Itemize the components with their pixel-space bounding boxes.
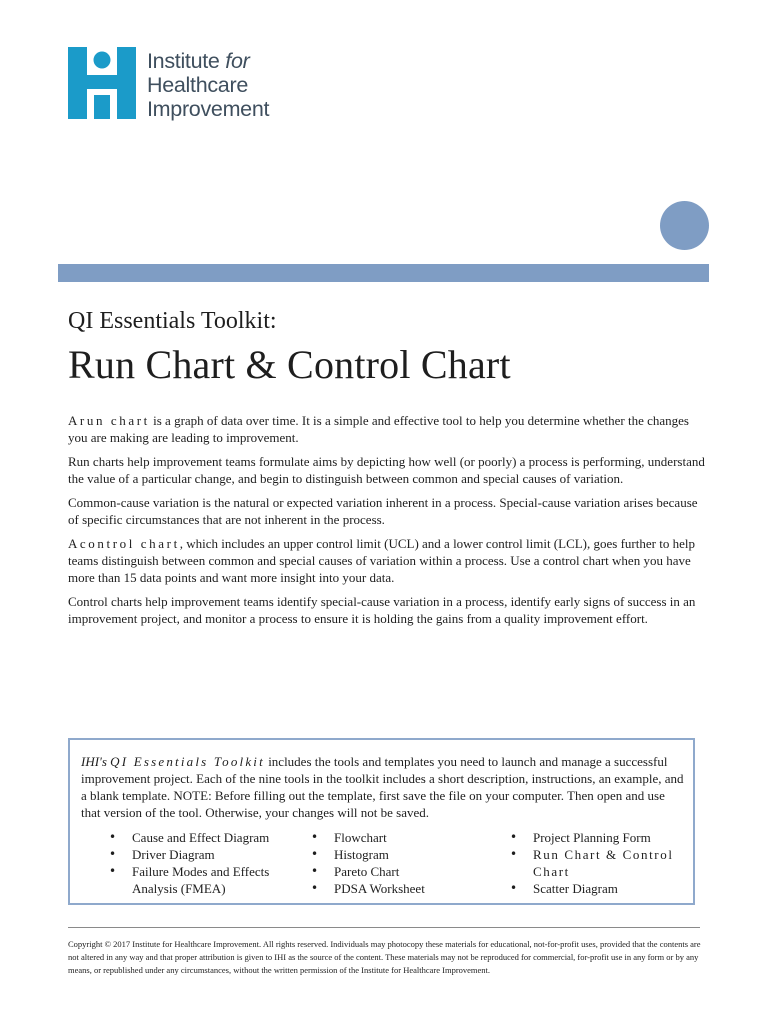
term-control-chart: control chart xyxy=(79,536,180,551)
toolkit-intro-rest: includes the tools and templates you need to launch and manage a successful improvement project. Each of the nine tools in the toolkit includes a short description, instructions, an example, and a blank template. NOTE: Before filling out the template, first save the file on your computer. Then open and use that version of the tool. Otherwise, your changes will not be saved. xyxy=(81,754,684,820)
paragraph-variation: Common-cause variation is the natural or expected variation inherent in a process. Special-cause variation arises because of specific circumstances that are not inherent in the process. xyxy=(68,495,698,527)
tool-list-item: • Flowchart xyxy=(308,829,468,846)
logo-wordmark xyxy=(147,49,269,121)
page-subtitle: QI Essentials Toolkit: xyxy=(68,308,277,334)
toolkit-intro xyxy=(81,753,687,821)
tool-list-item: • Failure Modes and Effects Analysis (FMEA) xyxy=(106,863,286,897)
ihi-logo-mark xyxy=(68,47,136,119)
toolkit-name: QI Essentials Toolkit xyxy=(110,754,265,769)
tool-list-column-3 xyxy=(507,829,677,897)
p1-rest: is a graph of data over time. It is a simple and effective tool to help you determine whether the changes you are making are leading to improvement. xyxy=(68,413,689,445)
tool-list-item: • Driver Diagram xyxy=(106,846,286,863)
logo-line-1-italic: for xyxy=(225,49,250,73)
ihi-logo xyxy=(68,47,298,125)
term-run-chart: run chart xyxy=(79,413,150,428)
tool-list-item-current: • Run Chart & Control Chart xyxy=(507,846,677,880)
decorative-circle xyxy=(660,201,709,250)
page-title: Run Chart & Control Chart xyxy=(68,342,511,387)
p4-lead: A xyxy=(68,536,80,551)
tool-list-item: • Project Planning Form xyxy=(507,829,677,846)
p4-rest: , which includes an upper control limit (UCL) and a lower control limit (LCL), goes further to help teams distinguish between common and special causes of variation within a process. Use a control chart when you have more than 15 data points and want more insight into your data. xyxy=(68,536,695,585)
paragraph-control-chart-uses: Control charts help improvement teams identify special-cause variation in a process, identify early signs of success in an improvement project, and monitor a process to ensure it is holding the gains from a quality improvement effort. xyxy=(68,594,696,626)
paragraph-control-chart xyxy=(68,535,708,586)
body-text xyxy=(68,412,708,634)
tool-list-item: • PDSA Worksheet xyxy=(308,880,468,897)
footer-divider xyxy=(68,927,700,928)
tool-list-column-1 xyxy=(106,829,286,897)
p1-lead: A xyxy=(68,413,80,428)
logo-line-3: Improvement xyxy=(147,97,270,121)
logo-line-1: Institute xyxy=(147,49,220,73)
header-band xyxy=(58,264,709,282)
toolkit-box xyxy=(68,738,695,905)
paragraph-run-chart xyxy=(68,412,708,446)
tool-list-item: • Pareto Chart xyxy=(308,863,468,880)
tool-list-item: • Histogram xyxy=(308,846,468,863)
toolkit-intro-prefix: IHI's xyxy=(81,754,111,769)
copyright-notice: Copyright © 2017 Institute for Healthcare Improvement. All rights reserved. Individuals may photocopy these materials for educational, not-for-profit uses, provided that the contents are not altered in any way and that proper attribution is given to IHI as the source of the content. These materials may not be reproduced for commercial, for-profit use in any form or by any means, or republished under any circumstances, without the written permission of the Institute for Healthcare Improvement. xyxy=(68,939,701,975)
tool-list-column-2 xyxy=(308,829,468,897)
tool-list-item: • Cause and Effect Diagram xyxy=(106,829,286,846)
tool-list-item: • Scatter Diagram xyxy=(507,880,677,897)
paragraph-run-chart-uses: Run charts help improvement teams formulate aims by depicting how well (or poorly) a process is performing, understand the value of a particular change, and begin to distinguish between common and special causes of variation. xyxy=(68,454,705,486)
logo-line-2: Healthcare xyxy=(147,73,248,97)
